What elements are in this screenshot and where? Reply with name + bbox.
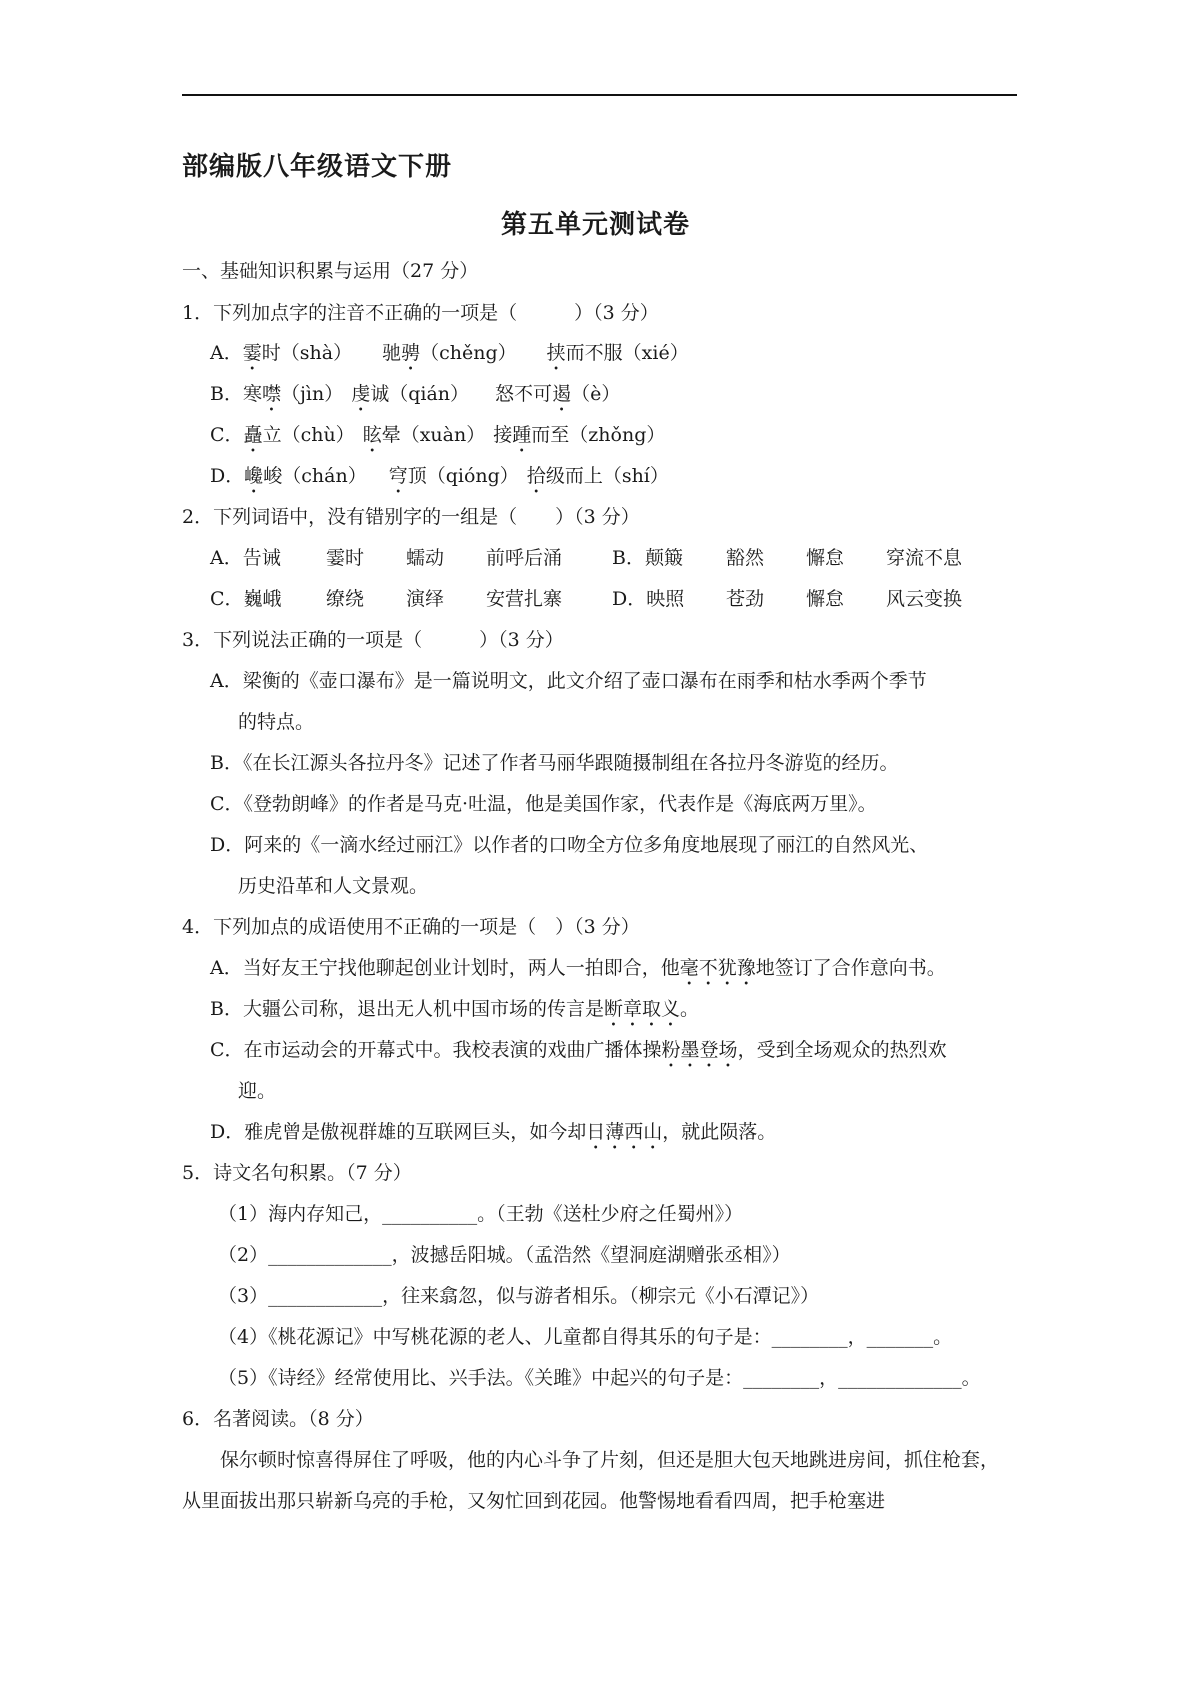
header-rule xyxy=(182,94,1017,96)
q2-word: D．映照 xyxy=(612,588,685,610)
q1-c-item-2: 眩晕（xuàn） xyxy=(362,424,486,446)
page-title: 第五单元测试卷 xyxy=(500,210,690,240)
q1-stem: 1．下列加点字的注音不正确的一项是（ ）（3 分） xyxy=(182,302,659,324)
q2-word: 霎时 xyxy=(326,547,365,569)
q5-stem: 5．诗文名句积累。（7 分） xyxy=(182,1162,412,1184)
q2-word: 前呼后涌 xyxy=(486,547,563,569)
q1-a-item-3: 挟而不服（xié） xyxy=(546,342,689,364)
q4-option-d: D．雅虎曾是傲视群雄的互联网巨头，如今却日薄西山，就此陨落。 xyxy=(210,1121,777,1143)
q2-word: 懈怠 xyxy=(806,547,845,569)
q1-b-item-3: 怒不可遏（è） xyxy=(495,383,621,405)
option-label: D． xyxy=(210,465,245,487)
q1-b-item-1: 寒噤（jìn） xyxy=(242,383,344,405)
q1-option-a xyxy=(210,340,689,375)
dotted-idiom: 毫不犹豫 xyxy=(679,957,756,979)
q4-stem: 4．下列加点的成语使用不正确的一项是（ ）（3 分） xyxy=(182,916,640,938)
q1-d-item-2: 穹顶（qióng） xyxy=(388,465,519,487)
q2-word: 演绎 xyxy=(406,588,445,610)
q2-word: 缭绕 xyxy=(326,588,365,610)
q1-b-item-2: 虔诚（qián） xyxy=(351,383,470,405)
q1-a-item-2: 驰骋（chěng） xyxy=(382,342,517,364)
q6-passage: 保尔顿时惊喜得屏住了呼吸，他的内心斗争了片刻，但还是胆大包天地跳进房间，抓住枪套，从里面拔出那只崭新乌亮的手枪，又匆忙回到花园。他警惕地看看四周，把手枪塞进 xyxy=(182,1449,1000,1512)
option-label: C． xyxy=(210,424,244,446)
q5-item-4: （4）《桃花源记》中写桃花源的老人、儿童都自得其乐的句子是：________，_______。 xyxy=(218,1326,953,1348)
q1-a-item-1: 霎时（shà） xyxy=(242,342,353,364)
q3-option-b: B．《在长江源头各拉丹冬》记述了作者马丽华跟随摄制组在各拉丹冬游览的经历。 xyxy=(210,752,899,774)
q5-item-1: （1）海内存知己，__________。（王勃《送杜少府之任蜀州》） xyxy=(218,1203,744,1225)
dotted-idiom: 断章取义 xyxy=(603,998,680,1020)
section-heading: 一、基础知识积累与运用（27 分） xyxy=(182,260,479,282)
q3-option-c: C．《登勃朗峰》的作者是马克·吐温，他是美国作家，代表作是《海底两万里》。 xyxy=(210,793,877,815)
option-label: A． xyxy=(210,342,243,364)
q2-word: 风云变换 xyxy=(886,588,963,610)
q1-option-b xyxy=(210,381,620,416)
q2-word: A．告诫 xyxy=(210,547,281,569)
q2-word: B．颠簸 xyxy=(612,547,683,569)
q2-word: 穿流不息 xyxy=(886,547,963,569)
q1-option-d xyxy=(210,463,669,498)
q3-option-d-line-1: D．阿来的《一滴水经过丽江》以作者的口吻全方位多角度地展现了丽江的自然风光、 xyxy=(210,834,929,856)
q2-word: 苍劲 xyxy=(726,588,765,610)
q3-stem: 3．下列说法正确的一项是（ ）（3 分） xyxy=(182,629,564,651)
q2-stem: 2．下列词语中，没有错别字的一组是（ ）（3 分） xyxy=(182,506,640,528)
q1-d-item-1: 巉峻（chán） xyxy=(244,465,367,487)
option-label: B． xyxy=(210,383,243,405)
q1-d-item-3: 拾级而上（shí） xyxy=(526,465,669,487)
q4-option-c-line-2: 迎。 xyxy=(238,1080,277,1102)
doc-title: 部编版八年级语文下册 xyxy=(182,152,453,182)
q3-option-d-line-2: 历史沿革和人文景观。 xyxy=(238,875,429,897)
q4-option-b: B．大疆公司称，退出无人机中国市场的传言是断章取义。 xyxy=(210,998,699,1020)
q2-word: 蠕动 xyxy=(406,547,445,569)
q1-c-item-1: 矗立（chù） xyxy=(243,424,355,446)
q4-option-c-line-1: C．在市运动会的开幕式中。我校表演的戏曲广播体操粉墨登场，受到全场观众的热烈欢 xyxy=(210,1039,947,1061)
q3-option-a-line-1: A．梁衡的《壶口瀑布》是一篇说明文，此文介绍了壶口瀑布在雨季和枯水季两个季节 xyxy=(210,670,927,692)
q2-word: 豁然 xyxy=(726,547,765,569)
q5-item-5: （5）《诗经》经常使用比、兴手法。《关雎》中起兴的句子是：________，_____________。 xyxy=(218,1367,981,1389)
q1-c-item-3: 接踵而至（zhǒng） xyxy=(493,424,666,446)
q2-word: 懈怠 xyxy=(806,588,845,610)
q2-word: C．巍峨 xyxy=(210,588,282,610)
dotted-idiom: 粉墨登场 xyxy=(661,1039,738,1061)
q3-option-a-line-2: 的特点。 xyxy=(238,711,315,733)
q1-option-c xyxy=(210,422,665,457)
q4-option-a: A．当好友王宁找他聊起创业计划时，两人一拍即合，他毫不犹豫地签订了合作意向书。 xyxy=(210,957,946,979)
dotted-idiom: 日薄西山 xyxy=(586,1121,663,1143)
q5-item-2: （2）_____________，波撼岳阳城。（孟浩然《望洞庭湖赠张丞相》） xyxy=(218,1244,791,1266)
q5-item-3: （3）____________，往来翕忽，似与游者相乐。（柳宗元《小石潭记》） xyxy=(218,1285,820,1307)
q6-stem: 6．名著阅读。（8 分） xyxy=(182,1408,374,1430)
q2-word: 安营扎寨 xyxy=(486,588,563,610)
